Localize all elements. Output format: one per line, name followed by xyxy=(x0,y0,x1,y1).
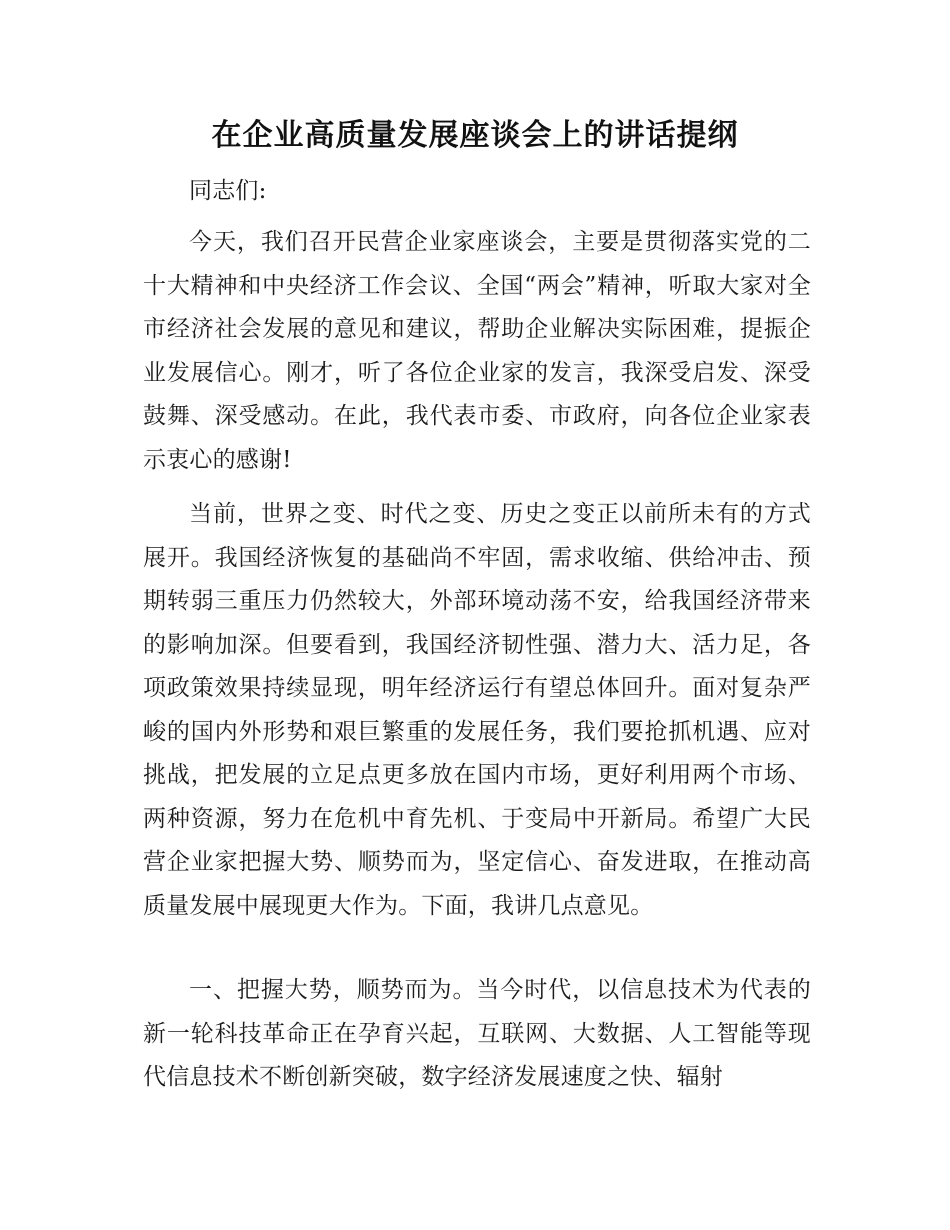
salutation-text: 同志们: xyxy=(189,178,267,204)
paragraph-3 xyxy=(143,969,811,1100)
paragraph-1 xyxy=(143,221,811,482)
document-title: 在企业高质量发展座谈会上的讲话提纲 xyxy=(211,118,739,153)
paragraph-text: 今天，我们召开民营企业家座谈会，主要是贯彻落实党的二十大精神和中央经济工作会议、全国“两会”精神，听取大家对全市经济社会发展的意见和建议，帮助企业解决实际困难，提振企业发展信心。刚才，听了各位企业家的发言，我深受启发、深受鼓舞、深受感动。在此，我代表市委、市政府，向各位企业家表示衷心的感谢! xyxy=(143,229,811,473)
paragraph-text: 当前，世界之变、时代之变、历史之变正以前所未有的方式展开。我国经济恢复的基础尚不牢固，需求收缩、供给冲击、预期转弱三重压力仍然较大，外部环境动荡不安，给我国经济带来的影响加深。但要看到，我国经济韧性强、潜力大、活力足，各项政策效果持续显现，明年经济运行有望总体回升。面对复杂严峻的国内外形势和艰巨繁重的发展任务，我们要抢抓机遇、应对挑战，把发展的立足点更多放在国内市场，更好利用两个市场、两种资源，努力在危机中育先机、于变局中开新局。希望广大民营企业家把握大势、顺势而为，坚定信心、奋发进取，在推动高质量发展中展现更大作为。下面，我讲几点意见。 xyxy=(143,501,811,919)
paragraph-2 xyxy=(143,493,811,928)
salutation xyxy=(143,170,811,214)
paragraph-text: 一、把握大势，顺势而为。当今时代，以信息技术为代表的新一轮科技革命正在孕育兴起，互联网、大数据、人工智能等现代信息技术不断创新突破，数字经济发展速度之快、辐射 xyxy=(143,977,811,1090)
